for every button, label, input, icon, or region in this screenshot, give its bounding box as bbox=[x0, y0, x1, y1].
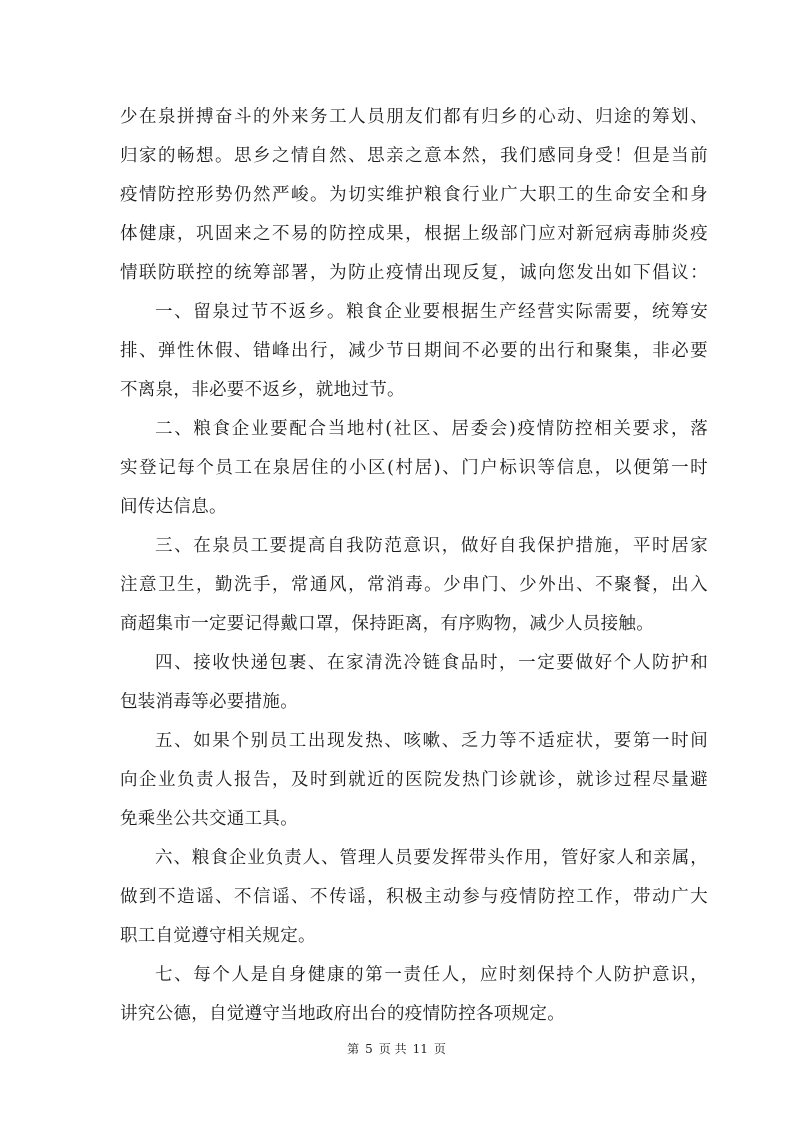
text-line: 间传达信息。 bbox=[120, 497, 227, 517]
page-footer bbox=[0, 1041, 793, 1057]
text-line: 做到不造谣、不信谣、不传谣，积极主动参与疫情防控工作，带动广大 bbox=[120, 887, 708, 907]
footer-suffix: 页 bbox=[433, 1042, 446, 1056]
text-line: 向企业负责人报告，及时到就近的医院发热门诊就诊，就诊过程尽量避 bbox=[120, 770, 708, 790]
text-line: 少在泉拼搏奋斗的外来务工人员朋友们都有归乡的心动、归途的筹划、 bbox=[120, 107, 708, 127]
footer-prefix: 第 bbox=[347, 1042, 360, 1056]
text-line: 排、弹性休假、错峰出行，减少节日期间不必要的出行和聚集，非必要 bbox=[120, 341, 708, 361]
text-line: 实登记每个员工在泉居住的小区(村居)、门户标识等信息，以便第一时 bbox=[120, 458, 708, 478]
text-line: 四、接收快递包裹、在家清洗冷链食品时，一定要做好个人防护和 bbox=[155, 653, 708, 673]
text-line: 免乘坐公共交通工具。 bbox=[120, 809, 298, 829]
page-number: 5 bbox=[365, 1042, 373, 1056]
text-line: 商超集市一定要记得戴口罩，保持距离，有序购物，减少人员接触。 bbox=[120, 614, 654, 634]
text-line: 体健康，巩固来之不易的防控成果，根据上级部门应对新冠病毒肺炎疫 bbox=[120, 224, 708, 244]
text-line: 三、在泉员工要提高自我防范意识，做好自我保护措施，平时居家 bbox=[155, 536, 708, 556]
footer-middle: 页 共 bbox=[378, 1042, 407, 1056]
text-line: 讲究公德，自觉遵守当地政府出台的疫情防控各项规定。 bbox=[120, 1004, 565, 1024]
text-line: 六、粮食企业负责人、管理人员要发挥带头作用，管好家人和亲属， bbox=[155, 848, 708, 868]
text-line: 五、如果个别员工出现发热、咳嗽、乏力等不适症状，要第一时间 bbox=[155, 731, 708, 751]
text-line: 不离泉，非必要不返乡，就地过节。 bbox=[120, 380, 405, 400]
text-line: 情联防联控的统筹部署，为防止疫情出现反复，诚向您发出如下倡议： bbox=[120, 263, 708, 283]
page-total: 11 bbox=[412, 1042, 428, 1056]
document-body bbox=[120, 98, 708, 1034]
text-line: 包装消毒等必要措施。 bbox=[120, 692, 298, 712]
text-line: 二、粮食企业要配合当地村(社区、居委会)疫情防控相关要求，落 bbox=[155, 419, 708, 439]
text-line: 注意卫生，勤洗手，常通风，常消毒。少串门、少外出、不聚餐，出入 bbox=[120, 575, 708, 595]
text-line: 七、每个人是自身健康的第一责任人，应时刻保持个人防护意识， bbox=[155, 965, 708, 985]
text-line: 一、留泉过节不返乡。粮食企业要根据生产经营实际需要，统筹安 bbox=[155, 302, 708, 322]
text-line: 职工自觉遵守相关规定。 bbox=[120, 926, 316, 946]
text-line: 疫情防控形势仍然严峻。为切实维护粮食行业广大职工的生命安全和身 bbox=[120, 185, 708, 205]
text-line: 归家的畅想。思乡之情自然、思亲之意本然，我们感同身受！但是当前 bbox=[120, 146, 708, 166]
